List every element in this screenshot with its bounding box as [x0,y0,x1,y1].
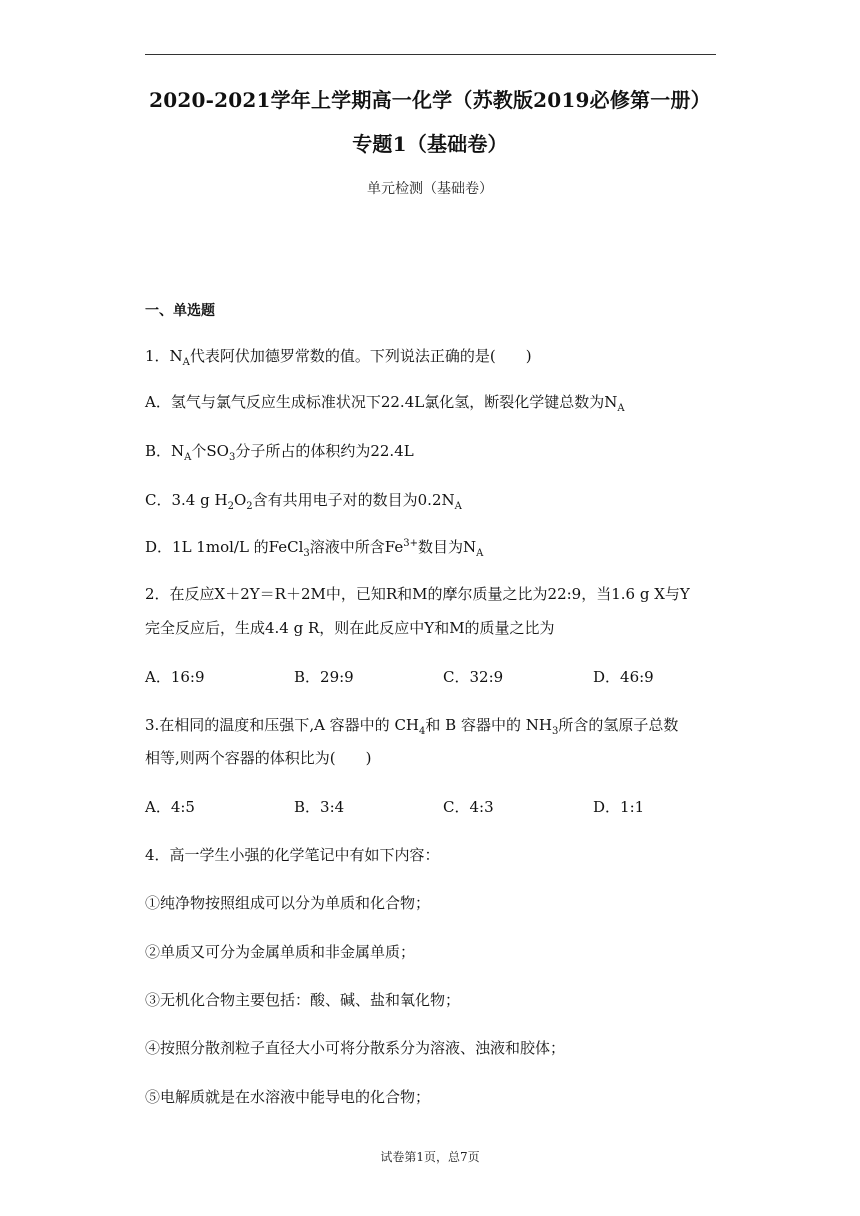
question-2-option-c: C．32:9 [443,668,504,686]
page-footer: 试卷第1页，总7页 [380,1150,480,1164]
question-3-stem: 3.在相同的温度和压强下,A 容器中的 $CH_4$和 B 容器中的 $NH_3$所含的氢原子总数 [145,716,679,737]
question-2-option-a: A．16:9 [145,668,205,686]
question-3-option-c: C．4:3 [443,798,494,816]
question-1-option-b: B．$N_A$个$SO_3$分子所占的体积约为22.4L [145,442,414,463]
question-3-option-d: D．1:1 [593,798,645,816]
question-1-option-d: D．1L 1mol/L 的FeCl$_3$溶液中所含$Fe^{3+}$数目为$N_A$ [145,538,484,559]
note-item-3: ③无机化合物主要包括：酸、碱、盐和氧化物； [145,991,461,1009]
note-item-2: ②单质又可分为金属单质和非金属单质； [145,943,416,961]
question-1-option-a: A．氢气与氯气反应生成标准状况下22.4L氯化氢，断裂化学键总数为$N_A$ [145,393,625,414]
question-2-stem: 2．在反应X＋2Y＝R＋2M中，已知R和M的摩尔质量之比为22:9，当1.6 g X与Y [145,585,690,603]
note-item-1: ①纯净物按照组成可以分为单质和化合物； [145,894,431,912]
top-rule [145,54,716,55]
question-1-stem: 1．$N_A$代表阿伏加德罗常数的值。下列说法正确的是( ) [145,347,532,368]
note-item-5: ⑤电解质就是在水溶液中能导电的化合物； [145,1088,431,1106]
question-3-option-a: A．4:5 [145,798,195,816]
question-3-stem-cont: 相等,则两个容器的体积比为( ) [145,749,372,767]
section-heading: 一、单选题 [145,303,215,319]
page-subtitle: 单元检测（基础卷） [367,181,493,197]
question-2-option-b: B．29:9 [294,668,354,686]
note-item-4: ④按照分散剂粒子直径大小可将分散系分为溶液、浊液和胶体； [145,1039,566,1057]
question-3-option-b: B．3:4 [294,798,345,816]
question-2-option-d: D．46:9 [593,668,654,686]
question-2-stem-cont: 完全反应后，生成4.4 g R，则在此反应中Y和M的质量之比为 [145,619,555,637]
page-title: 2020-2021学年上学期高一化学（苏教版2019必修第一册） [149,88,711,112]
question-1-option-c: C．3.4 g $H_2O_2$含有共用电子对的数目为$0.2N_A$ [145,491,462,512]
question-4-stem: 4．高一学生小强的化学笔记中有如下内容： [145,846,440,864]
page-title-line2: 专题1（基础卷） [352,132,508,156]
